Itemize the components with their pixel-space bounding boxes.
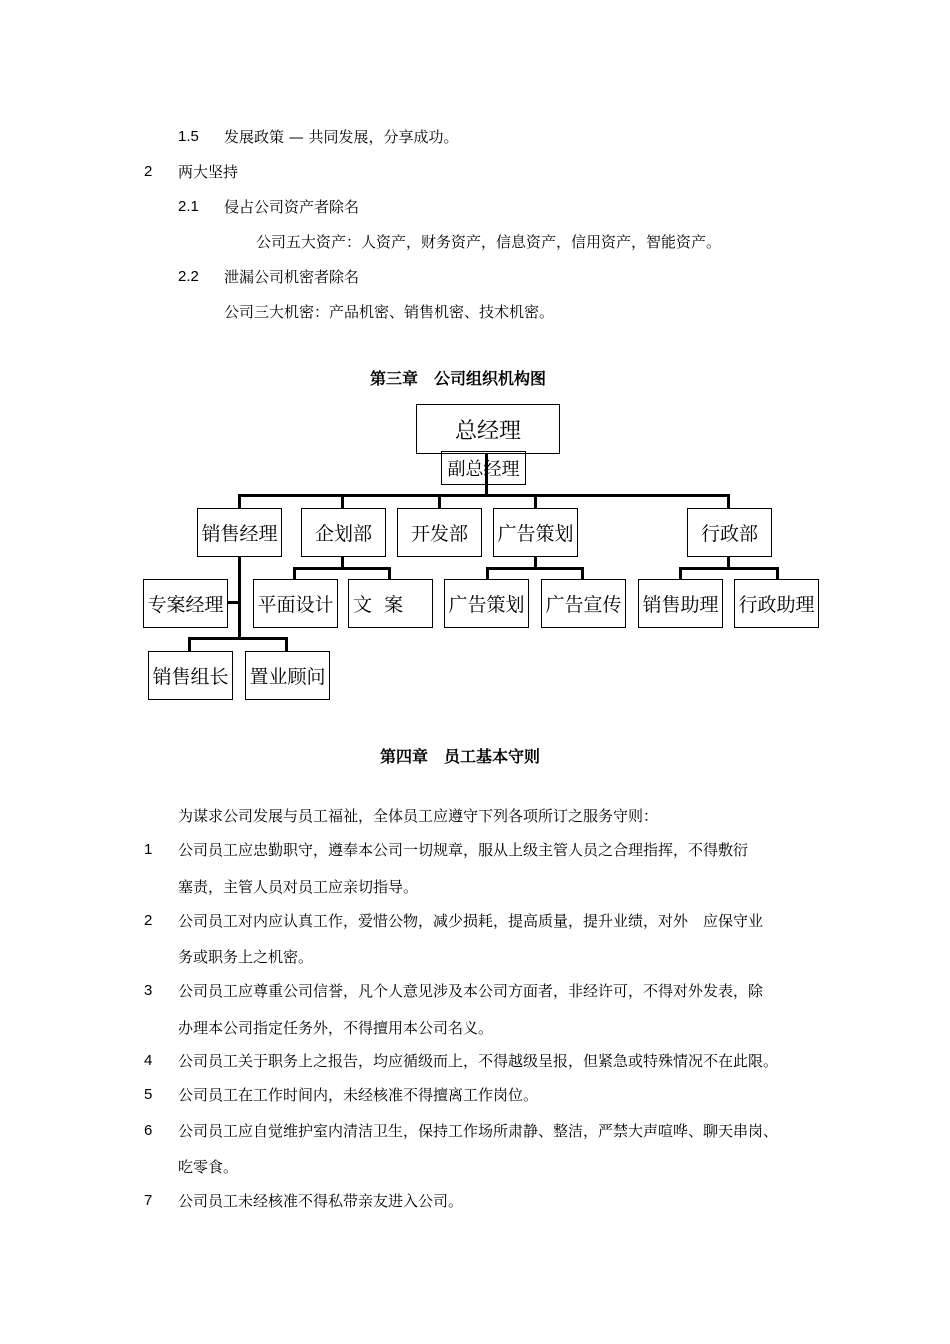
org-node-planning-dept: 企划部 (301, 508, 386, 557)
org-node-development-dept: 开发部 (397, 508, 482, 557)
connector-line (486, 567, 584, 570)
connector-line (188, 637, 288, 640)
connector-line (341, 494, 344, 508)
connector-line (534, 494, 537, 508)
connector-line (238, 557, 241, 639)
section-text: 两大坚持 (178, 163, 239, 181)
rule-text: 公司员工对内应认真工作，爱惜公物，减少损耗，提高质量，提升业绩，对外 应保守业 (178, 912, 764, 930)
rule-number: 1 (144, 841, 153, 858)
chapter4-intro: 为谋求公司发展与员工福祉，全体员工应遵守下列各项所订之服务守则： (178, 807, 659, 825)
org-node-sales-assistant: 销售助理 (638, 579, 723, 628)
section-text: 泄漏公司机密者除名 (224, 268, 360, 286)
org-node-copywriting: 文 案 (348, 579, 433, 628)
org-node-property-consultant: 置业顾问 (245, 651, 330, 700)
section-number: 2.1 (178, 198, 199, 215)
section-number: 2 (144, 163, 153, 180)
chapter4-title: 第四章 员工基本守则 (380, 747, 541, 766)
section-number: 1.5 (178, 128, 199, 145)
connector-line (285, 637, 288, 651)
rule-text: 公司员工应忠勤职守，遵奉本公司一切规章，服从上级主管人员之合理指挥，不得敷衍 (178, 841, 749, 859)
rule-text-cont: 办理本公司指定任务外，不得擅用本公司名义。 (178, 1019, 494, 1037)
section-text: 发展政策 — 共同发展，分享成功。 (224, 128, 459, 146)
section-detail: 公司三大机密：产品机密、销售机密、技术机密。 (224, 303, 555, 321)
rule-number: 3 (144, 982, 153, 999)
org-node-sales-leader: 销售组长 (148, 651, 233, 700)
rule-number: 4 (144, 1052, 153, 1069)
connector-line (293, 567, 391, 570)
org-node-sales-manager: 销售经理 (197, 508, 282, 557)
org-node-ad-planning-dept: 广告策划 (493, 508, 578, 557)
org-node-project-manager: 专案经理 (143, 579, 228, 628)
rule-number: 5 (144, 1086, 153, 1103)
connector-line (727, 494, 730, 508)
section-number: 2.2 (178, 268, 199, 285)
org-node-ad-promotion: 广告宣传 (541, 579, 626, 628)
connector-line (228, 601, 240, 604)
org-node-graphic-design: 平面设计 (253, 579, 338, 628)
rule-text: 公司员工应尊重公司信誉，凡个人意见涉及本公司方面者，非经许可，不得对外发表，除 (178, 982, 764, 1000)
connector-line (188, 637, 191, 651)
chapter3-title: 第三章 公司组织机构图 (370, 369, 547, 388)
org-node-admin-dept: 行政部 (687, 508, 772, 557)
rule-text-cont: 塞责，主管人员对员工应亲切指导。 (178, 878, 419, 896)
connector-line (438, 494, 441, 508)
connector-line (238, 494, 241, 508)
rule-number: 2 (144, 912, 153, 929)
org-node-general-manager: 总经理 (416, 404, 560, 454)
rule-text-cont: 吃零食。 (178, 1158, 239, 1176)
org-node-admin-assistant: 行政助理 (734, 579, 819, 628)
rule-text: 公司员工关于职务上之报告，均应循级而上，不得越级呈报，但紧急或特殊情况不在此限。 (178, 1052, 779, 1070)
section-text: 侵占公司资产者除名 (224, 198, 360, 216)
rule-text-cont: 务或职务上之机密。 (178, 948, 314, 966)
rule-text: 公司员工应自觉维护室内清洁卫生，保持工作场所肃静、整洁，严禁大声喧哗、聊天串岗、 (178, 1122, 779, 1140)
connector-line (679, 567, 779, 570)
rule-text: 公司员工在工作时间内，未经核准不得擅离工作岗位。 (178, 1086, 539, 1104)
rule-number: 7 (144, 1192, 153, 1209)
org-node-ad-planning: 广告策划 (444, 579, 529, 628)
connector-line (238, 494, 730, 497)
section-detail: 公司五大资产：人资产，财务资产，信息资产，信用资产，智能资产。 (256, 233, 722, 251)
rule-text: 公司员工未经核准不得私带亲友进入公司。 (178, 1192, 464, 1210)
rule-number: 6 (144, 1122, 153, 1139)
org-node-deputy-general-manager: 副总经理 (441, 451, 526, 485)
